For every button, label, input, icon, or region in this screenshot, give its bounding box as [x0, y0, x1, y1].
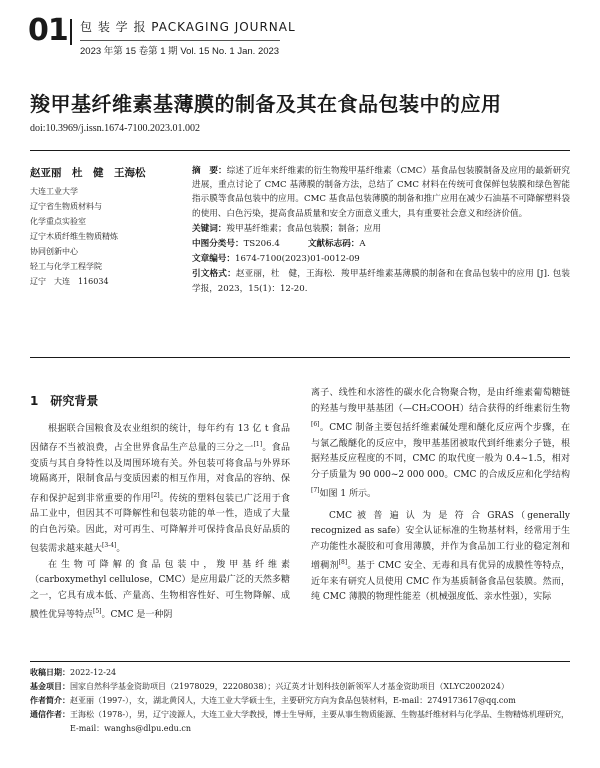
section-heading: 1 研究背景 [30, 394, 99, 408]
affiliation-line: 大连工业大学 [30, 187, 78, 196]
journal-header [28, 13, 572, 57]
reference-mark: [7] [311, 487, 320, 494]
doccode-label: 文献标志码： [307, 239, 360, 250]
received-row: 收稿日期： 2022-12-24 [30, 668, 117, 677]
article-number-line [192, 252, 570, 266]
abstract-text: 综述了近年来纤维素的衍生物羧甲基纤维素（CMC）基食品包装膜制备及应用的最新研究进展，重点讨论了 CMC 基薄膜的制备方法，总结了 CMC 材料在传统可食保鲜包装膜和绿色智能指示膜等食品包装中的应用。CMC 基食品包装薄膜的制备和推广应用在减少石油基不可降解塑料袋的使用、白色污染，提高食品质量和安全方面意义重大，具有重要社会意义和经济价值。 [192, 166, 570, 219]
articleno-value: 1674-7100(2023)01-0012-09 [234, 254, 360, 265]
footnote-rule [30, 661, 570, 662]
affiliation-line: 协同创新中心 [30, 247, 78, 256]
affiliation-line: 辽宁 大连 116034 [30, 277, 109, 286]
abstract-rule [30, 357, 570, 358]
body-paragraph: 在生物可降解的食品包装中，羧甲基纤维素（carboxymethyl cellulose，CMC）是应用最广泛的天然多糖之一，它具有成本低、产量高、生物相容性好、可生物降解、成膜性优异等特点[5]。CMC 是一种阴 [30, 559, 290, 620]
title-rule [30, 150, 570, 151]
reference-mark: [8] [338, 559, 348, 566]
body-paragraph: 离子、线性和水溶性的碳水化合物聚合物，是由纤维素葡萄糖链的羟基与羧甲基基团（—CH₂COOH）结合获得的纤维素衍生物[6]。CMC 制备主要包括纤维素碱处理和醚化反应两个步骤，在与氯乙酸醚化的反应中，羧甲基基团被取代到纤维素分子链，根据羟基反应程度的不同，CMC 的取代度一般为 0.4~1.5，相对分子质量为 90 000~2 000 000。CMC 的合成反应和化学结构[7]如图 1 所示。 [311, 388, 570, 499]
clc-label: 中图分类号： [192, 239, 244, 250]
article-doi: doi:10.3969/j.issn.1674-7100.2023.01.002 [30, 123, 201, 134]
clc-value: TS206.4 [243, 239, 280, 250]
reference-mark: [3-4] [102, 542, 117, 549]
header-underline [80, 40, 280, 41]
author-list: 赵亚丽 杜 健 王海松 [30, 167, 146, 179]
reference-mark: [1] [253, 441, 263, 448]
author-bio-row: 作者简介： 赵亚丽（1997-），女，湖北黄冈人，大连工业大学硕士生，主要研究方向为食品包装材料，E-mail：2749173617@qq.com [30, 696, 516, 705]
keywords-text: 羧甲基纤维素；食品包装膜；制备；应用 [226, 223, 382, 234]
body-paragraph: 根据联合国粮食及农业组织的统计，每年约有 13 亿 t 食品因储存不当被浪费，占全世界食品生产总量的三分之一[1]。食品变质与其自身特性以及周围环境有关。外包装可将食品与外界环境隔离开，限制食品与变质因素的相互作用，对食品的容纳、保存和保护起到非常重要的作用[2]。传统的塑料包装已广泛用于食品工业中，但因其不可降解性和包装功能的单一性，造成了大量的白色污染。因此，对可再生、可降解并可保持食品良好品质的包装需求越来越大[3-4]。 [30, 423, 290, 554]
article-title: 羧甲基纤维素基薄膜的制备及其在食品包装中的应用 [30, 92, 502, 116]
corresponding-author-row: 通信作者： 王海松（1978-），男，辽宁凌源人，大连工业大学教授，博士生导师，主要从事生物质能源、生物基纤维材料与化学品、生物精炼机理研究，E-mail：wanghs@dlpu.edu.cn [30, 710, 570, 733]
citation-text: 赵亚丽，杜 健，王海松．羧甲基纤维素基薄膜的制备和在食品包装中的应用 [J]. 包装学报，2023，15(1)：12-20. [192, 269, 570, 294]
body-right-column [311, 386, 570, 606]
body-paragraph: CMC 被 普 遍 认 为 是 符 合 GRAS（generally recognized as safe）安全认证标准的生物基材料，经常用于生产功能性水凝胶和可食用薄膜，并作为食品加工行业的稳定剂和增稠剂[8]。基于 CMC 安全、无毒和具有优异的成膜性等特点，近年来有研究人员使用 CMC 作为基质制备食品包装膜。然而，纯 CMC 薄膜的物理性能差（机械强度低、亲水性强），实际 [311, 510, 570, 602]
reference-mark: [5] [93, 608, 102, 615]
affiliation-line: 轻工与化学工程学院 [30, 262, 102, 271]
abstract-block [192, 164, 570, 296]
affiliation-line: 化学重点实验室 [30, 217, 86, 226]
issue-number: 01 [28, 13, 68, 48]
fund-row: 基金项目： 国家自然科学基金资助项目（21978029，22208038）；兴辽英才计划科技创新领军人才基金资助项目（XLYC2002024） [30, 682, 509, 691]
reference-mark: [6] [311, 421, 320, 428]
reference-mark: [2] [151, 491, 160, 499]
articleno-label: 文章编号： [192, 254, 235, 265]
classification-line [192, 237, 570, 251]
affiliation-block [30, 184, 180, 289]
volume-line: 2023 年第 15 卷第 1 期 Vol. 15 No. 1 Jan. 2023 [80, 46, 280, 57]
doccode-value: A [359, 239, 366, 250]
keywords-line [192, 222, 570, 236]
citation-line [192, 267, 570, 295]
citation-label: 引文格式： [192, 269, 236, 280]
affiliation-line: 辽宁木质纤维生物质精炼 [30, 232, 118, 241]
keywords-label: 关键词： [192, 223, 227, 234]
affiliation-line: 辽宁省生物质材料与 [30, 202, 102, 211]
abstract-label: 摘 要： [192, 166, 227, 176]
journal-name: 包 装 学 报 PACKAGING JOURNAL [80, 20, 296, 34]
body-left-column [30, 388, 290, 624]
footnote-block [30, 666, 570, 736]
header-divider [70, 19, 72, 45]
abstract-paragraph [192, 164, 570, 221]
